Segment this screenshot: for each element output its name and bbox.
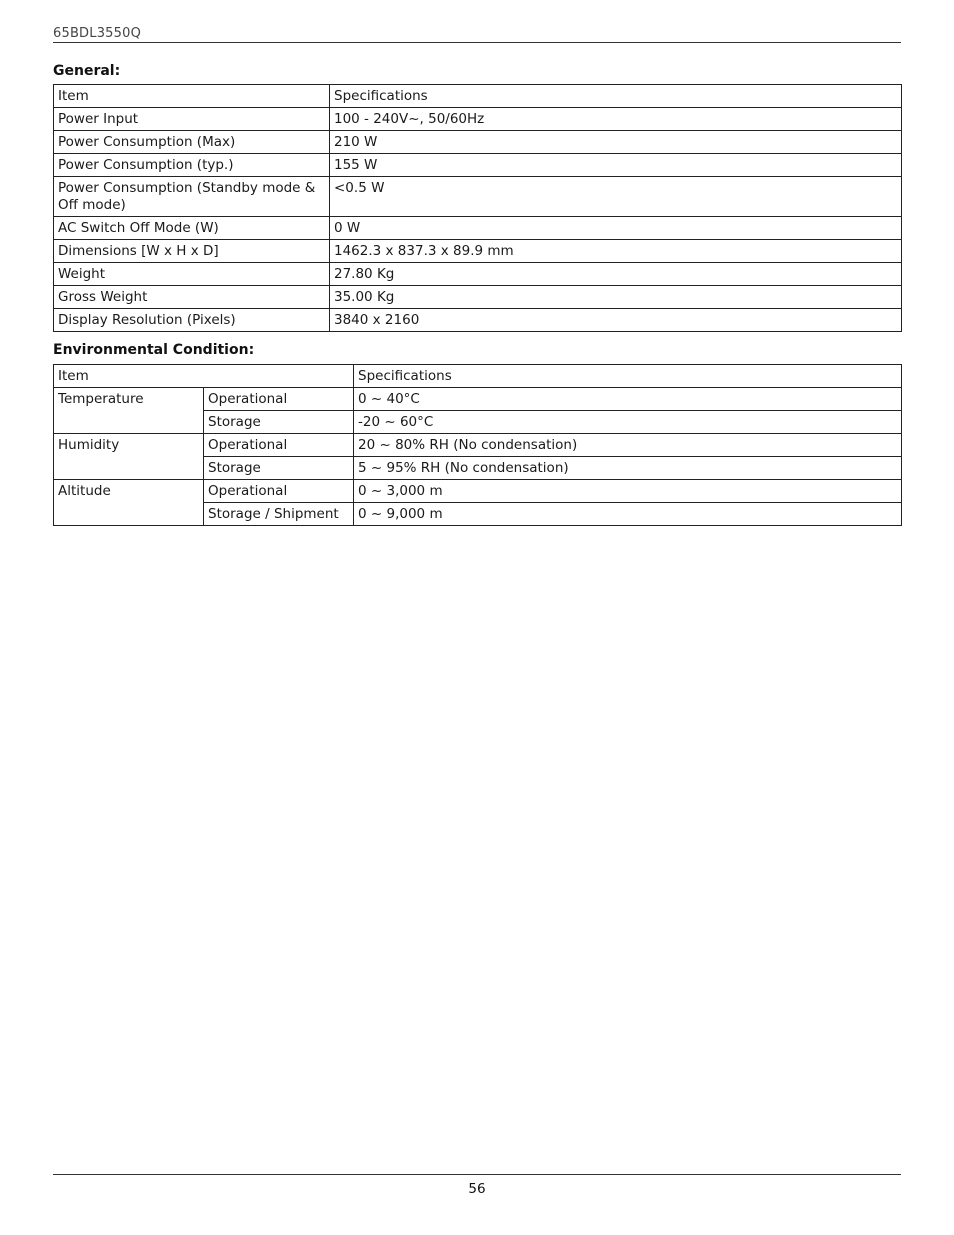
spec-cell: 1462.3 x 837.3 x 89.9 mm	[330, 240, 902, 263]
table-header-row	[54, 85, 902, 108]
general-section-title: General:	[53, 63, 121, 79]
spec-cell: 5 ~ 95% RH (No condensation)	[354, 457, 902, 480]
environmental-spec-table	[53, 364, 902, 526]
table-row	[54, 263, 902, 286]
table-row	[54, 434, 902, 457]
column-header-specifications: Specifications	[330, 85, 902, 108]
item-cell: Dimensions [W x H x D]	[54, 240, 330, 263]
spec-cell: 210 W	[330, 131, 902, 154]
item-cell: Weight	[54, 263, 330, 286]
spec-cell: 0 ~ 3,000 m	[354, 480, 902, 503]
condition-cell: Storage	[204, 457, 354, 480]
table-row	[54, 131, 902, 154]
table-row	[54, 154, 902, 177]
table-row	[54, 286, 902, 309]
item-cell: Power Consumption (typ.)	[54, 154, 330, 177]
item-cell: Gross Weight	[54, 286, 330, 309]
table-row	[54, 217, 902, 240]
column-header-item: Item	[54, 365, 354, 388]
item-cell: Temperature	[54, 388, 204, 434]
table-header-row	[54, 365, 902, 388]
table-row	[54, 240, 902, 263]
table-row	[54, 177, 902, 217]
table-row	[54, 309, 902, 332]
spec-cell: 27.80 Kg	[330, 263, 902, 286]
general-spec-table	[53, 84, 902, 332]
spec-cell: 20 ~ 80% RH (No condensation)	[354, 434, 902, 457]
condition-cell: Operational	[204, 480, 354, 503]
column-header-item: Item	[54, 85, 330, 108]
spec-cell: 100 - 240V~, 50/60Hz	[330, 108, 902, 131]
page-header	[53, 26, 901, 43]
model-number: 65BDL3550Q	[53, 26, 142, 41]
spec-cell: -20 ~ 60°C	[354, 411, 902, 434]
page-number: 56	[468, 1181, 486, 1197]
spec-cell: 3840 x 2160	[330, 309, 902, 332]
condition-cell: Operational	[204, 388, 354, 411]
item-cell: Altitude	[54, 480, 204, 526]
item-cell: Humidity	[54, 434, 204, 480]
spec-cell: 35.00 Kg	[330, 286, 902, 309]
spec-cell: 0 W	[330, 217, 902, 240]
spec-cell: 0 ~ 9,000 m	[354, 503, 902, 526]
table-row	[54, 388, 902, 411]
spec-cell: 0 ~ 40°C	[354, 388, 902, 411]
item-cell: Power Consumption (Standby mode & Off mode)	[54, 177, 330, 217]
column-header-specifications: Specifications	[354, 365, 902, 388]
table-row	[54, 480, 902, 503]
condition-cell: Operational	[204, 434, 354, 457]
table-row	[54, 108, 902, 131]
spec-cell: <0.5 W	[330, 177, 902, 217]
item-cell: Power Input	[54, 108, 330, 131]
item-cell: Power Consumption (Max)	[54, 131, 330, 154]
condition-cell: Storage	[204, 411, 354, 434]
footer-divider	[53, 1174, 901, 1175]
spec-cell: 155 W	[330, 154, 902, 177]
item-cell: AC Switch Off Mode (W)	[54, 217, 330, 240]
environmental-section-title: Environmental Condition:	[53, 342, 255, 358]
condition-cell: Storage / Shipment	[204, 503, 354, 526]
item-cell: Display Resolution (Pixels)	[54, 309, 330, 332]
